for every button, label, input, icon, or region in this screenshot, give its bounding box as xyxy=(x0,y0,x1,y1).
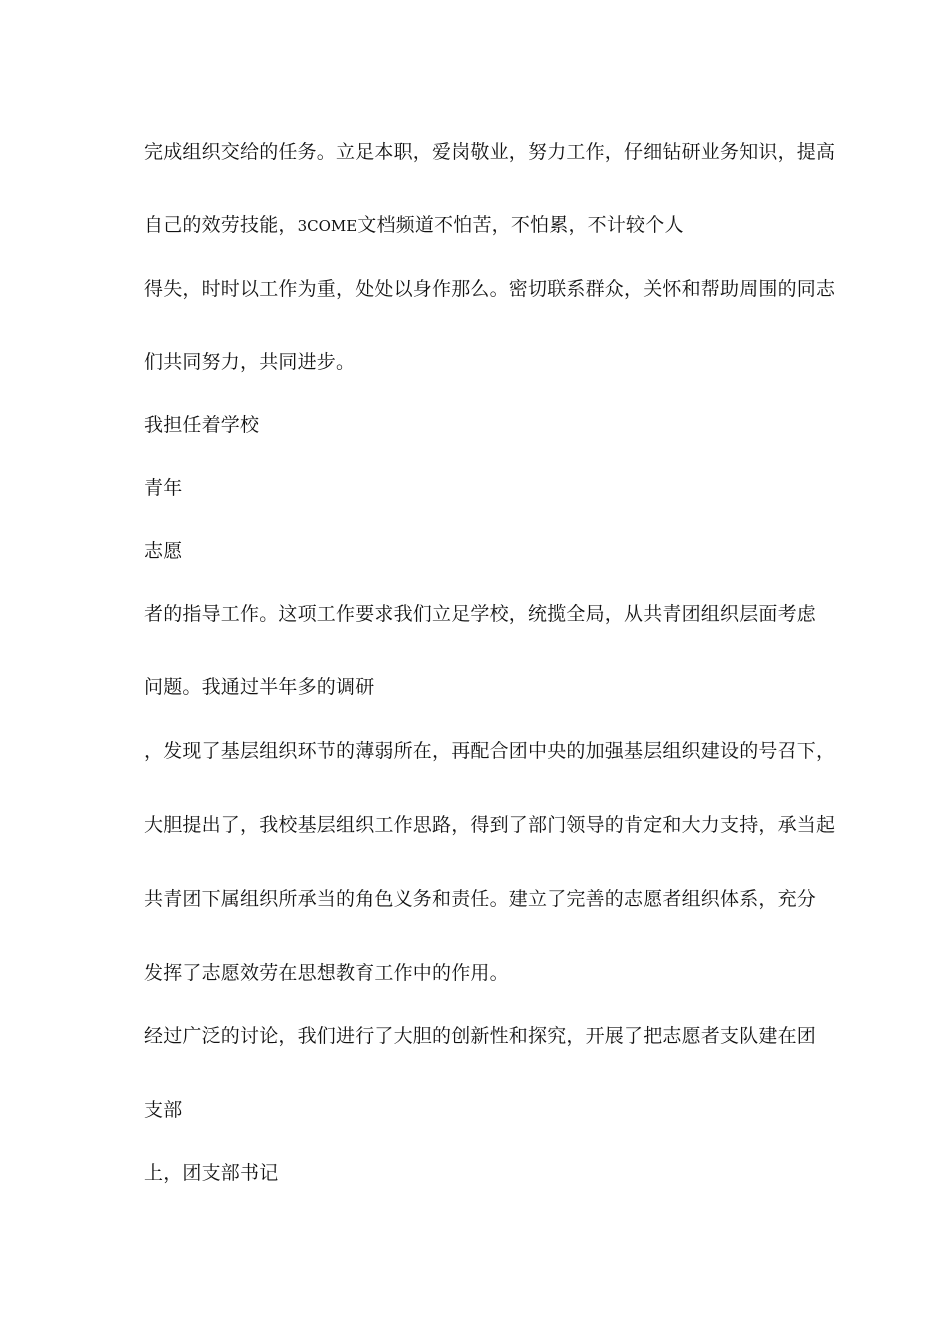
text-line-9: 问题。我通过半年多的调研 xyxy=(144,676,375,698)
text-line-3: 得失，时时以工作为重，处处以身作那么。密切联系群众，关怀和帮助周围的同志 xyxy=(144,278,836,300)
text-line-7: 志愿 xyxy=(144,540,183,562)
text-line-16: 上，团支部书记 xyxy=(144,1162,279,1184)
text-segment-latin: 3COME xyxy=(297,217,358,235)
text-line-12: 共青团下属组织所承当的角色义务和责任。建立了完善的志愿者组织体系，充分 xyxy=(144,888,817,910)
text-line-6: 青年 xyxy=(144,477,183,499)
text-line-11: 大胆提出了，我校基层组织工作思路，得到了部门领导的肯定和大力支持，承当起 xyxy=(144,814,836,836)
text-segment: 自己的效劳技能， xyxy=(144,214,298,236)
text-line-10: ，发现了基层组织环节的薄弱所在，再配合团中央的加强基层组织建设的号召下， xyxy=(144,740,836,762)
text-line-8: 者的指导工作。这项工作要求我们立足学校，统揽全局，从共青团组织层面考虑 xyxy=(144,603,817,625)
text-line-13: 发挥了志愿效劳在思想教育工作中的作用。 xyxy=(144,962,509,984)
text-line-4: 们共同努力，共同进步。 xyxy=(144,351,356,373)
text-line-14: 经过广泛的讨论，我们进行了大胆的创新性和探究，开展了把志愿者支队建在团 xyxy=(144,1025,817,1047)
text-line-2 xyxy=(144,212,684,239)
text-segment: 文档频道不怕苦，不怕累，不计较个人 xyxy=(357,214,684,236)
text-line-5: 我担任着学校 xyxy=(144,414,260,436)
text-line-15: 支部 xyxy=(144,1099,183,1121)
text-line-1: 完成组织交给的任务。立足本职，爱岗敬业，努力工作，仔细钻研业务知识，提高 xyxy=(144,141,836,163)
